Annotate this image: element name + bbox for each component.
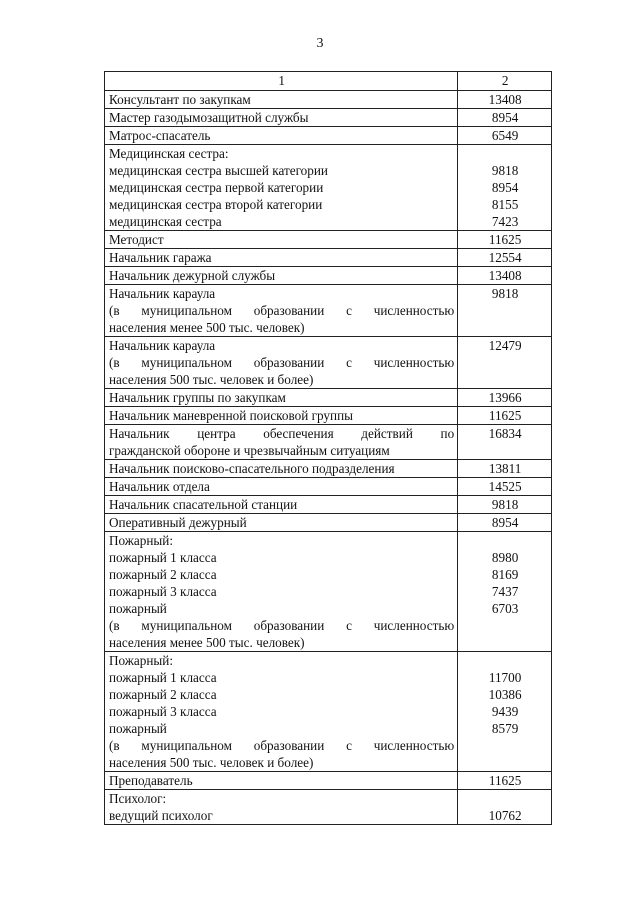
salary-value: 13408 [488, 92, 522, 107]
salary-value: 8155 [491, 197, 519, 212]
table-row [105, 249, 552, 267]
page-number: 3 [316, 36, 324, 51]
table-row [105, 337, 552, 389]
table-row-group [105, 790, 552, 825]
position-note: (в муниципальном образовании с численностью [109, 738, 455, 753]
position-name: Матрос-спасатель [109, 128, 211, 143]
salary-value: 11625 [488, 773, 522, 788]
group-title: Пожарный: [109, 653, 173, 668]
group-title: Психолог: [109, 791, 167, 806]
position-note: населения 500 тыс. человек и более) [109, 372, 314, 387]
position-note: (в муниципальном образовании с численностью [109, 355, 455, 370]
salary-value: 8980 [491, 550, 519, 565]
salary-value: 12554 [488, 250, 522, 265]
position-name: пожарный [109, 601, 167, 616]
group-title: Медицинская сестра: [109, 146, 229, 161]
table-row [105, 425, 552, 460]
salary-value: 8579 [491, 721, 519, 736]
salary-value: 8954 [491, 515, 519, 530]
salary-value: 6549 [491, 128, 519, 143]
position-name: пожарный 1 класса [109, 550, 217, 565]
salary-value: 6703 [491, 601, 519, 616]
table-row [105, 514, 552, 532]
position-name: Мастер газодымозащитной службы [109, 110, 309, 125]
salary-value: 8954 [491, 180, 519, 195]
position-name: Начальник караула [109, 338, 216, 353]
position-name: ведущий психолог [109, 808, 213, 823]
salary-value: 9439 [491, 704, 519, 719]
salary-value: 8954 [491, 110, 519, 125]
table-row [105, 267, 552, 285]
position-name: Начальник отдела [109, 479, 210, 494]
position-name: медицинская сестра высшей категории [109, 163, 328, 178]
salary-value: 9818 [491, 286, 519, 301]
table-row [105, 127, 552, 145]
salary-value: 11700 [488, 670, 522, 685]
position-name: Начальник дежурной службы [109, 268, 276, 283]
position-name: Начальник поисково-спасательного подразделения [109, 461, 395, 476]
table-row [105, 460, 552, 478]
position-name: Методист [109, 232, 164, 247]
salary-value: 7437 [491, 584, 519, 599]
salary-value: 10762 [488, 808, 522, 823]
position-name: Начальник маневренной поисковой группы [109, 408, 353, 423]
table-row-group [105, 652, 552, 772]
table-row [105, 407, 552, 425]
position-note: населения менее 500 тыс. человек) [109, 320, 305, 335]
position-name: пожарный 3 класса [109, 704, 217, 719]
table-row [105, 478, 552, 496]
position-name: медицинская сестра [109, 214, 222, 229]
salary-value: 10386 [488, 687, 522, 702]
table-row [105, 109, 552, 127]
table-row [105, 285, 552, 337]
table-row-group [105, 145, 552, 231]
position-name: Начальник группы по закупкам [109, 390, 286, 405]
salary-value: 9818 [491, 163, 519, 178]
table-row [105, 772, 552, 790]
salary-value: 16834 [488, 426, 522, 441]
position-name: пожарный 1 класса [109, 670, 217, 685]
header-col2: 2 [458, 72, 552, 91]
position-name: Оперативный дежурный [109, 515, 247, 530]
salary-value: 11625 [488, 232, 522, 247]
position-name: Преподаватель [109, 773, 193, 788]
position-note: (в муниципальном образовании с численностью [109, 618, 455, 633]
salary-value: 13811 [488, 461, 522, 476]
position-name-cont: гражданской обороне и чрезвычайным ситуациям [109, 443, 390, 458]
table-row [105, 231, 552, 249]
salary-value: 13966 [488, 390, 522, 405]
table-row-group [105, 532, 552, 652]
position-name: пожарный 2 класса [109, 567, 217, 582]
salary-value: 14525 [488, 479, 522, 494]
salary-table [104, 71, 552, 825]
position-name: Начальник гаража [109, 250, 212, 265]
table-row [105, 389, 552, 407]
position-name: медицинская сестра второй категории [109, 197, 323, 212]
position-name: Консультант по закупкам [109, 92, 251, 107]
position-name: Начальник центра обеспечения действий по [109, 426, 455, 441]
table-row [105, 496, 552, 514]
position-name: пожарный 3 класса [109, 584, 217, 599]
salary-value: 8169 [491, 567, 519, 582]
salary-value: 7423 [491, 214, 519, 229]
salary-value: 12479 [488, 338, 522, 353]
header-col1: 1 [105, 72, 458, 91]
table-row [105, 91, 552, 109]
salary-value: 11625 [488, 408, 522, 423]
position-name: медицинская сестра первой категории [109, 180, 324, 195]
salary-value: 13408 [488, 268, 522, 283]
salary-value: 9818 [491, 497, 519, 512]
position-note: населения 500 тыс. человек и более) [109, 755, 314, 770]
position-note: населения менее 500 тыс. человек) [109, 635, 305, 650]
group-title: Пожарный: [109, 533, 173, 548]
table-header-row [105, 72, 552, 91]
position-name: Начальник караула [109, 286, 216, 301]
position-name: Начальник спасательной станции [109, 497, 298, 512]
position-note: (в муниципальном образовании с численностью [109, 303, 455, 318]
position-name: пожарный [109, 721, 167, 736]
position-name: пожарный 2 класса [109, 687, 217, 702]
